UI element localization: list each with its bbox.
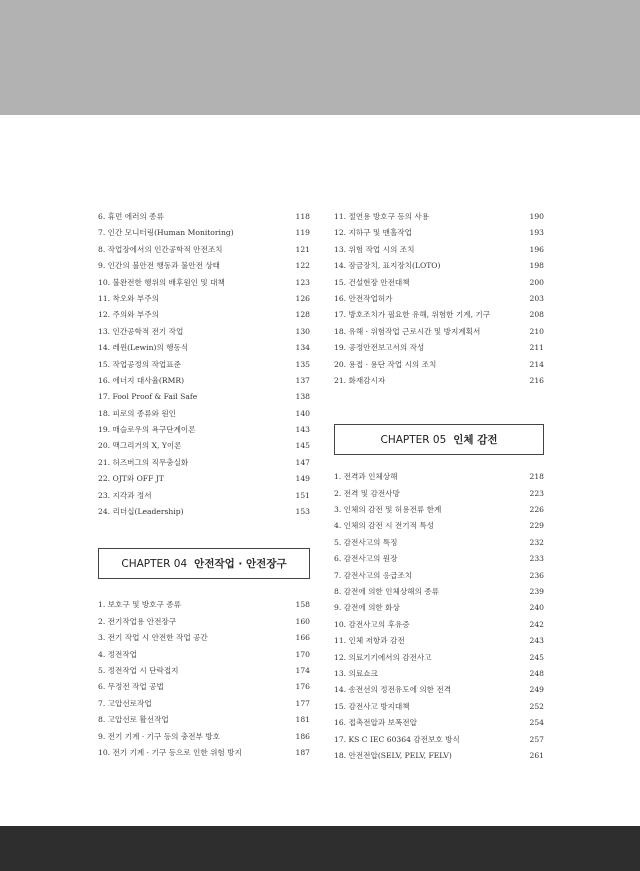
toc-entry[interactable] — [334, 535, 544, 551]
toc-entry-page: 190 — [529, 212, 544, 221]
toc-entry-page: 134 — [295, 343, 310, 353]
toc-entry-title: 6. 휴먼 에러의 종류 — [98, 212, 164, 221]
toc-entry[interactable] — [334, 617, 544, 633]
toc-entry[interactable] — [334, 666, 544, 682]
toc-entry-title: 15. 작업공정의 작업표준 — [98, 359, 181, 369]
toc-entry-page: 147 — [295, 457, 310, 467]
toc-entry[interactable] — [334, 715, 544, 731]
toc-entry[interactable] — [98, 745, 310, 761]
toc-right-column — [334, 209, 544, 764]
toc-entry-title: 7. 인간 모니터링(Human Monitoring) — [98, 228, 234, 238]
toc-entry-page: 181 — [295, 715, 310, 725]
toc-entry-page: 245 — [529, 652, 544, 662]
toc-entry-page: 126 — [295, 293, 310, 303]
toc-entry[interactable] — [334, 600, 544, 616]
toc-entry-title: 12. 지하구 및 맨홀작업 — [334, 228, 413, 238]
toc-entry[interactable] — [334, 225, 544, 241]
toc-entry-page: 137 — [295, 375, 310, 385]
toc-entry-title: 5. 정전작업 시 단락접지 — [98, 665, 179, 675]
toc-entry-page: 153 — [295, 507, 310, 517]
toc-entry-title: 1. 전격과 인체상해 — [334, 472, 398, 482]
toc-entry-page: 135 — [295, 359, 310, 369]
toc-entry[interactable] — [334, 699, 544, 715]
toc-entry[interactable] — [334, 682, 544, 698]
toc-entry-page: 242 — [529, 619, 544, 629]
toc-entry-title: 1. 보호구 및 방호구 종류 — [98, 600, 181, 610]
toc-entry-title: 3. 인체의 감전 및 허용전류 한계 — [334, 505, 442, 515]
toc-entry-page: 193 — [529, 228, 544, 238]
toc-entry[interactable] — [334, 633, 544, 649]
toc-entry-title: 9. 전기 기계 · 기구 등의 충전부 방호 — [98, 731, 220, 741]
toc-entry-title: 19. 공정안전보고서의 작성 — [334, 343, 425, 353]
toc-entry[interactable] — [334, 584, 544, 600]
toc-entry[interactable] — [98, 597, 310, 613]
chapter-04-label: CHAPTER 04 — [121, 557, 188, 570]
toc-entry[interactable] — [98, 242, 310, 258]
toc-entry-title: 16. 안전작업허가 — [334, 293, 393, 303]
toc-entry-page: 240 — [529, 603, 544, 613]
toc-entry[interactable] — [334, 486, 544, 502]
toc-entry[interactable] — [98, 340, 310, 356]
toc-entry-page: 143 — [295, 425, 310, 435]
toc-entry-title: 13. 의료쇼크 — [334, 668, 378, 678]
toc-entry-page: 174 — [295, 665, 310, 675]
toc-list-chapter-04 — [98, 597, 310, 761]
toc-entry-title: 18. 피로의 종류와 원인 — [98, 408, 177, 418]
toc-entry-page: 149 — [295, 474, 310, 484]
toc-entry[interactable] — [334, 275, 544, 291]
toc-list-prev-chapter — [98, 209, 310, 520]
toc-entry-title: 2. 전기작업용 안전장구 — [98, 616, 177, 626]
toc-entry-title: 20. 맥그리거의 X, Y이론 — [98, 441, 182, 451]
toc-entry-page: 203 — [529, 293, 544, 303]
chapter-05-label: CHAPTER 05 — [380, 433, 447, 446]
toc-entry[interactable] — [98, 504, 310, 520]
toc-entry-title: 14. 잠금장치, 표지장치(LOTO) — [334, 261, 441, 271]
toc-entry-title: 10. 감전사고의 후유증 — [334, 619, 410, 629]
toc-entry[interactable] — [98, 373, 310, 389]
toc-entry-page: 211 — [529, 343, 544, 353]
toc-entry-page: 216 — [529, 375, 544, 385]
toc-entry-title: 5. 감전사고의 특징 — [334, 537, 398, 547]
toc-entry[interactable] — [334, 748, 544, 764]
toc-entry[interactable] — [98, 389, 310, 405]
toc-entry-page: 218 — [529, 472, 544, 482]
toc-entry-title: 4. 정전작업 — [98, 649, 138, 659]
toc-entry-title: 18. 유해 · 위험작업 근로시간 및 방지계획서 — [334, 326, 481, 336]
toc-entry-page: 200 — [529, 277, 544, 287]
toc-entry[interactable] — [98, 488, 310, 504]
toc-entry[interactable] — [334, 291, 544, 307]
toc-entry[interactable] — [334, 357, 544, 373]
toc-entry-page: 186 — [295, 731, 310, 741]
chapter-05-heading — [334, 424, 544, 455]
toc-entry-title: 16. 접촉전압과 보폭전압 — [334, 718, 417, 728]
toc-entry-page: 130 — [295, 326, 310, 336]
toc-entry-title: 17. Fool Proof & Fail Safe — [98, 392, 198, 402]
toc-entry-page: 176 — [295, 682, 310, 692]
toc-entry-page: 232 — [529, 537, 544, 547]
toc-entry-title: 6. 무정전 작업 공법 — [98, 682, 164, 692]
toc-entry-title: 8. 고압선로 활선작업 — [98, 715, 169, 725]
toc-entry[interactable] — [98, 324, 310, 340]
toc-entry-page: 214 — [529, 359, 544, 369]
toc-entry-title: 18. 안전전압(SELV, PELV, FELV) — [334, 750, 452, 760]
toc-entry[interactable] — [98, 679, 310, 695]
toc-entry[interactable] — [98, 696, 310, 712]
toc-entry-page: 257 — [529, 734, 544, 744]
chapter-05-title: 인체 감전 — [453, 434, 498, 447]
toc-entry[interactable] — [98, 275, 310, 291]
toc-entry[interactable] — [98, 663, 310, 679]
toc-entry[interactable] — [98, 471, 310, 487]
toc-entry-page: 177 — [295, 698, 310, 708]
toc-entry-title: 6. 감전사고의 원장 — [334, 554, 398, 564]
toc-entry-title: 23. 지각과 정서 — [98, 490, 152, 500]
toc-entry-title: 9. 감전에 의한 화상 — [334, 603, 400, 613]
toc-entry-page: 210 — [529, 326, 544, 336]
toc-entry-page: 118 — [295, 212, 310, 221]
toc-entry-page: 196 — [529, 244, 544, 254]
toc-entry-title: 14. 송전선의 정전유도에 의한 전격 — [334, 685, 452, 695]
toc-entry-page: 123 — [295, 277, 310, 287]
toc-entry-page: 226 — [529, 505, 544, 515]
toc-entry[interactable] — [98, 225, 310, 241]
toc-entry-title: 16. 에너지 대사율(RMR) — [98, 375, 185, 385]
toc-entry-page: 122 — [295, 261, 310, 271]
toc-entry-page: 249 — [529, 685, 544, 695]
toc-entry-page: 170 — [295, 649, 310, 659]
chapter-04-heading — [98, 548, 310, 579]
toc-entry-title: 21. 화재감시자 — [334, 375, 386, 385]
toc-entry-title: 17. KS C IEC 60364 감전보호 방식 — [334, 734, 460, 744]
toc-entry-page: 128 — [295, 310, 310, 320]
toc-entry-title: 8. 감전에 의한 인체상해의 종류 — [334, 587, 439, 597]
toc-entry-page: 138 — [295, 392, 310, 402]
toc-entry[interactable] — [98, 614, 310, 630]
toc-entry[interactable] — [98, 438, 310, 454]
toc-entry-page: 140 — [295, 408, 310, 418]
toc-entry[interactable] — [98, 729, 310, 745]
toc-entry-title: 17. 방호조치가 필요한 유해, 위험한 기계, 기구 — [334, 310, 491, 320]
toc-entry-title: 2. 전격 및 감전사망 — [334, 488, 400, 498]
toc-entry[interactable] — [334, 258, 544, 274]
toc-entry-page: 229 — [529, 521, 544, 531]
toc-entry-title: 14. 레윈(Lewin)의 행동식 — [98, 343, 189, 353]
toc-entry-title: 4. 인체의 감전 시 전기적 특성 — [334, 521, 435, 531]
toc-entry-page: 187 — [295, 747, 310, 757]
toc-entry[interactable] — [334, 650, 544, 666]
toc-entry-page: 233 — [529, 554, 544, 564]
toc-entry-title: 22. OJT와 OFF JT — [98, 474, 164, 484]
toc-entry-title: 13. 인간공학적 전기 작업 — [98, 326, 184, 336]
toc-entry[interactable] — [334, 732, 544, 748]
toc-entry-page: 121 — [295, 244, 310, 254]
toc-entry[interactable] — [98, 712, 310, 728]
toc-entry-title: 7. 고압선로작업 — [98, 698, 152, 708]
toc-entry-page: 261 — [529, 750, 544, 760]
toc-entry-page: 145 — [295, 441, 310, 451]
toc-entry[interactable] — [98, 258, 310, 274]
toc-entry[interactable] — [98, 209, 310, 225]
toc-entry[interactable] — [334, 324, 544, 340]
toc-entry[interactable] — [334, 502, 544, 518]
toc-entry[interactable] — [334, 307, 544, 323]
toc-entry-title: 11. 착오와 부주의 — [98, 293, 159, 303]
toc-entry-page: 198 — [529, 261, 544, 271]
toc-entry-page: 248 — [529, 668, 544, 678]
toc-entry[interactable] — [98, 455, 310, 471]
toc-list-chapter-04-cont — [334, 209, 544, 389]
toc-list-chapter-05 — [334, 469, 544, 764]
toc-entry-title: 8. 작업장에서의 인간공학적 안전조치 — [98, 244, 223, 254]
toc-entry-page: 243 — [529, 636, 544, 646]
toc-entry-page: 239 — [529, 587, 544, 597]
toc-entry-page: 166 — [295, 633, 310, 643]
toc-entry-title: 15. 감전사고 방지대책 — [334, 701, 410, 711]
toc-entry-page: 254 — [529, 718, 544, 728]
toc-entry-title: 20. 용접 · 용단 작업 시의 조치 — [334, 359, 437, 369]
toc-entry-title: 9. 인간의 불안전 행동과 불안전 상태 — [98, 261, 221, 271]
toc-entry[interactable] — [334, 209, 544, 225]
toc-entry-title: 12. 의료기기에서의 감전사고 — [334, 652, 432, 662]
toc-entry[interactable] — [98, 647, 310, 663]
toc-entry[interactable] — [98, 291, 310, 307]
toc-entry-title: 19. 매슬로우의 욕구단계이론 — [98, 425, 196, 435]
toc-entry-title: 3. 전기 작업 시 안전한 작업 공간 — [98, 633, 208, 643]
toc-entry-title: 13. 위험 작업 시의 조치 — [334, 244, 415, 254]
toc-left-column — [98, 209, 310, 761]
toc-entry-title: 21. 허즈버그의 직무충실화 — [98, 457, 189, 467]
toc-entry-title: 10. 불완전한 행위의 배후원인 및 대책 — [98, 277, 225, 287]
toc-entry[interactable] — [98, 630, 310, 646]
toc-entry-title: 10. 전기 기계 · 기구 등으로 인한 위험 방지 — [98, 747, 242, 757]
toc-entry-page: 160 — [295, 616, 310, 626]
toc-entry[interactable] — [334, 242, 544, 258]
toc-entry[interactable] — [334, 551, 544, 567]
toc-entry[interactable] — [334, 340, 544, 356]
toc-entry-title: 7. 감전사고의 응급조치 — [334, 570, 413, 580]
header-band — [0, 0, 640, 115]
toc-entry-page: 208 — [529, 310, 544, 320]
toc-entry-title: 24. 리더십(Leadership) — [98, 507, 184, 517]
toc-entry[interactable] — [98, 357, 310, 373]
toc-entry[interactable] — [334, 373, 544, 389]
toc-entry-page: 119 — [295, 228, 310, 238]
toc-entry-page: 236 — [529, 570, 544, 580]
toc-entry-title: 11. 절연용 방호구 등의 사용 — [334, 212, 430, 221]
toc-entry[interactable] — [334, 518, 544, 534]
toc-entry[interactable] — [334, 568, 544, 584]
toc-entry[interactable] — [98, 406, 310, 422]
toc-entry[interactable] — [98, 307, 310, 323]
toc-entry-title: 11. 인체 저항과 감전 — [334, 636, 405, 646]
toc-entry-page: 158 — [295, 600, 310, 610]
toc-entry-page: 151 — [295, 490, 310, 500]
toc-entry-title: 15. 건설현장 안전대책 — [334, 277, 410, 287]
toc-entry[interactable] — [98, 422, 310, 438]
toc-entry[interactable] — [334, 469, 544, 485]
footer-band — [0, 826, 640, 871]
chapter-04-title: 안전작업 · 안전장구 — [194, 558, 287, 571]
toc-entry-page: 252 — [529, 701, 544, 711]
toc-entry-title: 12. 주의와 부주의 — [98, 310, 159, 320]
toc-entry-page: 223 — [529, 488, 544, 498]
